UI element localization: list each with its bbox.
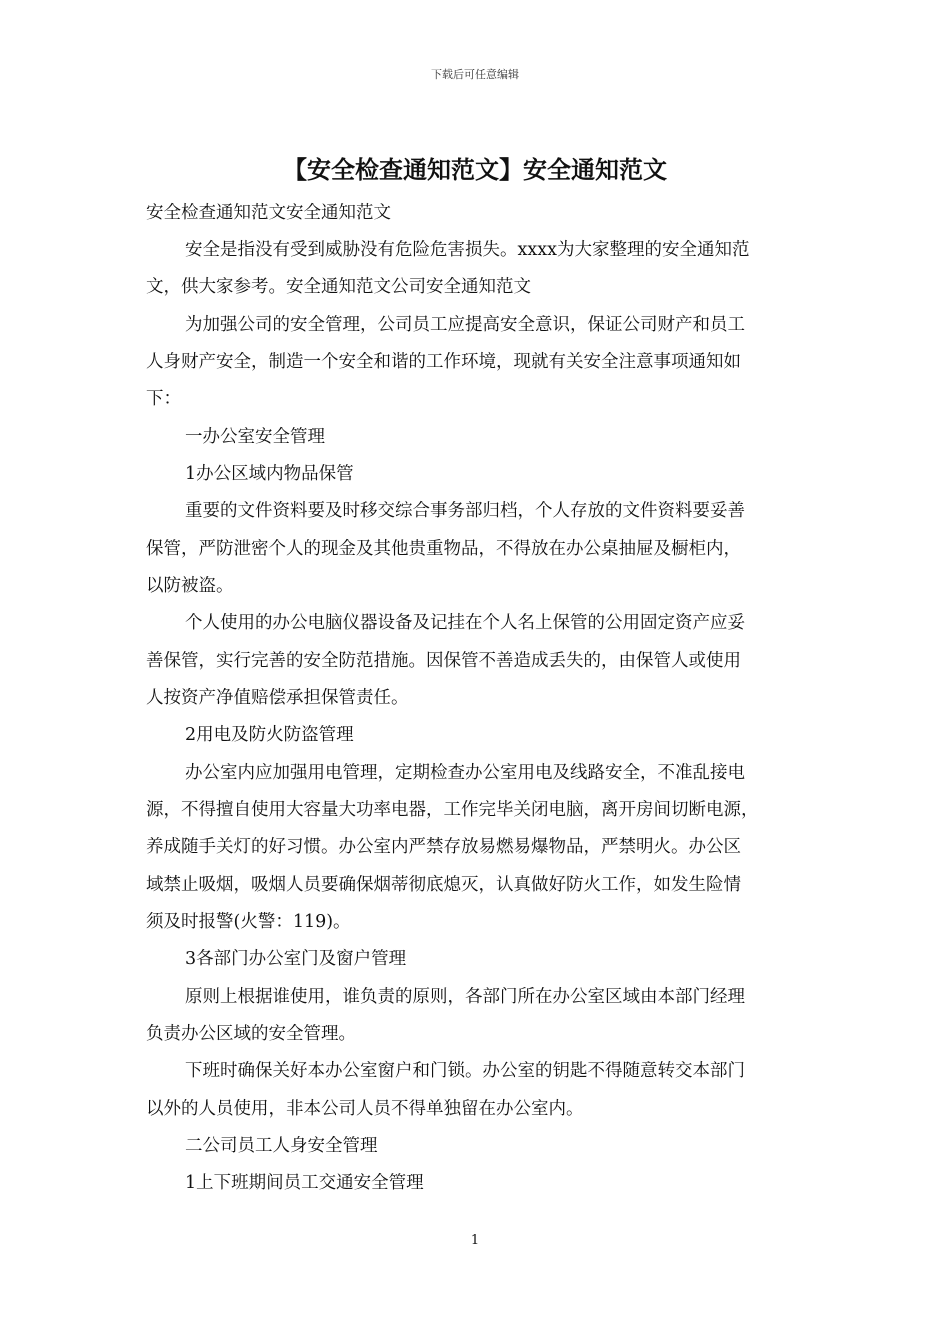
subtitle-line: 安全检查通知范文安全通知范文 xyxy=(146,203,391,223)
paragraph-line: 善保管，实行完善的安全防范措施。因保管不善造成丢失的，由保管人或使用 xyxy=(146,651,741,671)
paragraph-line: 保管，严防泄密个人的现金及其他贵重物品，不得放在办公桌抽屉及橱柜内， xyxy=(146,539,741,559)
subsection-heading: 3各部门办公室门及窗户管理 xyxy=(185,949,407,969)
paragraph-line: 重要的文件资料要及时移交综合事务部归档，个人存放的文件资料要妥善 xyxy=(185,501,745,521)
paragraph-line: 为加强公司的安全管理，公司员工应提高安全意识，保证公司财产和员工 xyxy=(185,315,745,335)
paragraph-line: 以防被盗。 xyxy=(146,576,234,596)
section-heading: 一办公室安全管理 xyxy=(185,427,325,447)
paragraph-line: 人按资产净值赔偿承担保管责任。 xyxy=(146,688,409,708)
section-heading: 二公司员工人身安全管理 xyxy=(185,1136,378,1156)
paragraph-line: 下班时确保关好本办公室窗户和门锁。办公室的钥匙不得随意转交本部门 xyxy=(185,1061,745,1081)
paragraph-line: 以外的人员使用，非本公司人员不得单独留在办公室内。 xyxy=(146,1099,584,1119)
subsection-heading: 1上下班期间员工交通安全管理 xyxy=(185,1173,424,1193)
paragraph-line: 安全是指没有受到威胁没有危险危害损失。xxxx为大家整理的安全通知范 xyxy=(185,240,750,260)
subsection-heading: 1办公区域内物品保管 xyxy=(185,464,354,484)
paragraph-line: 文，供大家参考。安全通知范文公司安全通知范文 xyxy=(146,277,531,297)
paragraph-line: 人身财产安全，制造一个安全和谐的工作环境，现就有关安全注意事项通知如 xyxy=(146,352,741,372)
paragraph-line: 个人使用的办公电脑仪器设备及记挂在个人名上保管的公用固定资产应妥 xyxy=(185,613,745,633)
paragraph-line: 养成随手关灯的好习惯。办公室内严禁存放易燃易爆物品，严禁明火。办公区 xyxy=(146,837,741,857)
paragraph-line: 源，不得擅自使用大容量大功率电器，工作完毕关闭电脑，离开房间切断电源， xyxy=(146,800,759,820)
paragraph-line: 下： xyxy=(146,389,181,409)
paragraph-line: 原则上根据谁使用，谁负责的原则，各部门所在办公室区域由本部门经理 xyxy=(185,987,745,1007)
paragraph-line: 负责办公区域的安全管理。 xyxy=(146,1024,356,1044)
subsection-heading: 2用电及防火防盗管理 xyxy=(185,725,354,745)
paragraph-line: 须及时报警(火警：119)。 xyxy=(146,912,351,932)
paragraph-line: 域禁止吸烟，吸烟人员要确保烟蒂彻底熄灭，认真做好防火工作，如发生险情 xyxy=(146,875,741,895)
header-note: 下载后可任意编辑 xyxy=(431,68,519,81)
page-number: 1 xyxy=(470,1233,480,1248)
document-title: 【安全检查通知范文】安全通知范文 xyxy=(283,155,667,184)
paragraph-line: 办公室内应加强用电管理，定期检查办公室用电及线路安全，不准乱接电 xyxy=(185,763,745,783)
